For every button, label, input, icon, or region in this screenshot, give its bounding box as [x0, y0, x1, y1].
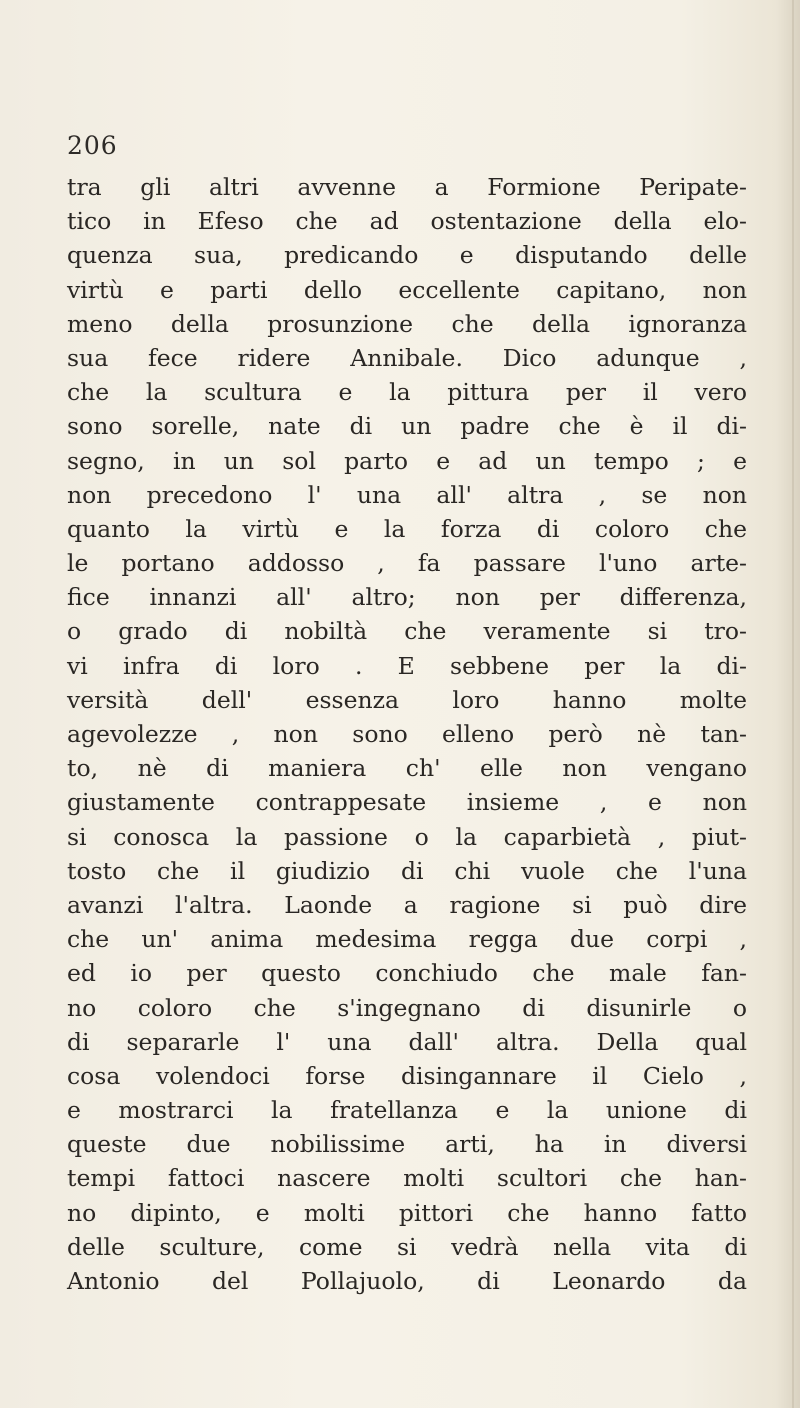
text-line: si conosca la passione o la caparbietà , piut- [67, 822, 747, 851]
page-number: 206 [67, 131, 118, 160]
text-line: che la scultura e la pittura per il vero [67, 378, 747, 407]
text-line: tico in Efeso che ad ostentazione della elo- [67, 207, 747, 236]
text-line: fice innanzi all' altro; non per differenza, [67, 583, 747, 612]
text-line: delle sculture, come si vedrà nella vita di [67, 1232, 747, 1261]
text-line: quenza sua, predicando e disputando delle [67, 241, 747, 270]
text-line: no dipinto, e molti pittori che hanno fatto [67, 1198, 747, 1227]
page-edge [792, 0, 794, 1408]
text-line: cosa volendoci forse disingannare il Cielo , [67, 1061, 747, 1090]
text-line: versità dell' essenza loro hanno molte [67, 685, 747, 714]
text-line: Antonio del Pollajuolo, di Leonardo da [67, 1267, 747, 1295]
text-line: avanzi l'altra. Laonde a ragione si può dire [67, 890, 747, 919]
text-line: che un' anima medesima regga due corpi , [67, 925, 747, 954]
text-line: queste due nobilissime arti, ha in diversi [67, 1130, 747, 1159]
text-line: meno della prosunzione che della ignoranza [67, 309, 747, 338]
text-line: di separarle l' una dall' altra. Della qual [67, 1027, 747, 1056]
body-text [67, 170, 747, 1298]
text-line: o grado di nobiltà che veramente si tro- [67, 617, 747, 646]
text-line: no coloro che s'ingegnano di disunirle o [67, 993, 747, 1022]
text-line: quanto la virtù e la forza di coloro che [67, 514, 747, 543]
text-line: tosto che il giudizio di chi vuole che l'una [67, 856, 747, 885]
text-line: sua fece ridere Annibale. Dico adunque , [67, 343, 747, 372]
text-line: le portano addosso , fa passare l'uno arte- [67, 549, 747, 578]
text-line: virtù e parti dello eccellente capitano, non [67, 275, 747, 304]
text-line: agevolezze , non sono elleno però nè tan- [67, 720, 747, 748]
text-line: tra gli altri avvenne a Formione Peripate- [67, 173, 747, 201]
text-line: ed io per questo conchiudo che male fan- [67, 959, 747, 988]
text-line: tempi fattoci nascere molti scultori che han- [67, 1164, 747, 1193]
text-line: giustamente contrappesate insieme , e non [67, 788, 747, 817]
text-line: to, nè di maniera ch' elle non vengano [67, 754, 747, 783]
text-line: non precedono l' una all' altra , se non [67, 480, 747, 509]
text-line: segno, in un sol parto e ad un tempo ; e [67, 446, 747, 475]
text-line: sono sorelle, nate di un padre che è il di- [67, 412, 747, 441]
text-line: e mostrarci la fratellanza e la unione di [67, 1096, 747, 1125]
text-line: vi infra di loro . E sebbene per la di- [67, 651, 747, 680]
